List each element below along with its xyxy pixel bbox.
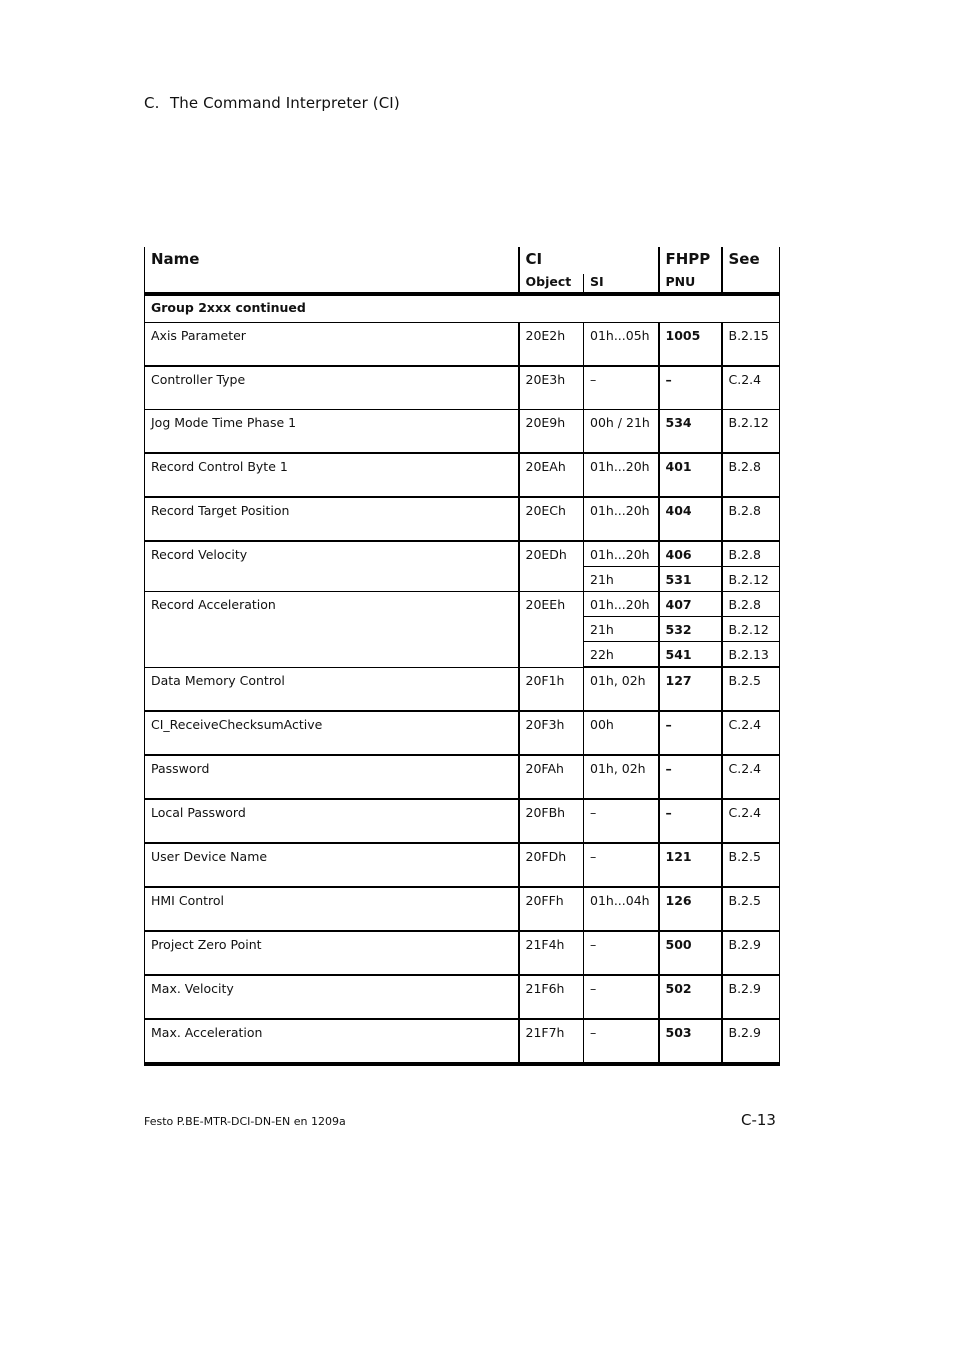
row-pnu: – [659,366,722,410]
row-object: 21F4h [519,931,584,975]
header-pnu: PNU [659,274,722,294]
row-name: Record Acceleration [145,592,519,668]
page-number: C-13 [741,1111,776,1129]
row-name: Data Memory Control [145,667,519,711]
row-pnu: 503 [659,1019,722,1064]
row-si: 01h, 02h [584,667,659,711]
row-see: B.2.5 [722,667,780,711]
header-name-sub [145,274,519,294]
row-object: 20FFh [519,887,584,931]
row-si: 22h [584,642,659,668]
row-pnu: 534 [659,410,722,454]
row-object: 20ECh [519,497,584,541]
row-si: – [584,1019,659,1064]
table-row [145,975,780,1019]
table-row [145,497,780,541]
row-name: User Device Name [145,843,519,887]
row-si: 01h...05h [584,323,659,367]
row-see: B.2.8 [722,453,780,497]
table-row [145,843,780,887]
row-pnu: 502 [659,975,722,1019]
row-object: 20E2h [519,323,584,367]
row-object: 20EDh [519,541,584,592]
row-name: Local Password [145,799,519,843]
row-name: Axis Parameter [145,323,519,367]
row-pnu: 127 [659,667,722,711]
row-name: Controller Type [145,366,519,410]
row-object: 20F3h [519,711,584,755]
row-see: B.2.12 [722,410,780,454]
header-name: Name [145,247,519,274]
table-row [145,887,780,931]
chapter-title: The Command Interpreter (CI) [170,94,400,112]
row-see: B.2.12 [722,567,780,592]
row-si: – [584,931,659,975]
row-pnu: 406 [659,541,722,567]
row-pnu: 126 [659,887,722,931]
row-name: Password [145,755,519,799]
row-si: 01h...20h [584,497,659,541]
row-name: HMI Control [145,887,519,931]
row-object: 21F7h [519,1019,584,1064]
header-object: Object [519,274,584,294]
footer-doc-id: Festo P.BE-MTR-DCI-DN-EN en 1209a [144,1115,346,1128]
row-see: B.2.13 [722,642,780,668]
row-si: 00h [584,711,659,755]
table-row [145,799,780,843]
row-name: Max. Velocity [145,975,519,1019]
row-object: 20EEh [519,592,584,668]
row-si: 01h, 02h [584,755,659,799]
row-see: B.2.5 [722,887,780,931]
row-si: 21h [584,617,659,642]
row-pnu: 404 [659,497,722,541]
header-ci: CI [519,247,659,274]
row-see: B.2.8 [722,541,780,567]
row-pnu: 401 [659,453,722,497]
row-pnu: – [659,799,722,843]
row-pnu: 407 [659,592,722,617]
table-row [145,366,780,410]
table-row [145,931,780,975]
row-si: 01h...20h [584,541,659,567]
row-see: C.2.4 [722,366,780,410]
row-name: Jog Mode Time Phase 1 [145,410,519,454]
row-pnu: 500 [659,931,722,975]
table-row [145,541,780,567]
table-row [145,453,780,497]
row-see: B.2.15 [722,323,780,367]
row-si: – [584,366,659,410]
row-si: 00h / 21h [584,410,659,454]
row-object: 20FBh [519,799,584,843]
row-pnu: – [659,711,722,755]
row-object: 21F6h [519,975,584,1019]
row-see: B.2.8 [722,592,780,617]
header-fhpp: FHPP [659,247,722,274]
row-see: B.2.9 [722,975,780,1019]
row-see: B.2.8 [722,497,780,541]
row-see: B.2.12 [722,617,780,642]
table-row [145,323,780,367]
row-see: B.2.9 [722,1019,780,1064]
row-see: C.2.4 [722,799,780,843]
row-pnu: 121 [659,843,722,887]
row-si: – [584,975,659,1019]
row-object: 20F1h [519,667,584,711]
row-object: 20EAh [519,453,584,497]
row-see: C.2.4 [722,711,780,755]
row-pnu: 532 [659,617,722,642]
row-name: Record Target Position [145,497,519,541]
chapter-number: C. [144,94,160,112]
row-see: B.2.9 [722,931,780,975]
row-si: 01h...20h [584,453,659,497]
ci-object-table [144,247,780,1066]
row-pnu: 531 [659,567,722,592]
row-object: 20E9h [519,410,584,454]
row-si: – [584,843,659,887]
row-si: 01h...04h [584,887,659,931]
running-head [144,94,400,112]
row-see: B.2.5 [722,843,780,887]
row-name: Record Control Byte 1 [145,453,519,497]
table-row [145,410,780,454]
row-pnu: 541 [659,642,722,668]
table-row [145,711,780,755]
row-name: Max. Acceleration [145,1019,519,1064]
table-row [145,592,780,617]
header-si: SI [584,274,659,294]
row-si: – [584,799,659,843]
row-object: 20FAh [519,755,584,799]
table-row [145,755,780,799]
row-object: 20E3h [519,366,584,410]
row-name: Project Zero Point [145,931,519,975]
row-pnu: – [659,755,722,799]
table-row [145,1019,780,1064]
group-label: Group 2xxx continued [145,294,780,323]
row-name: Record Velocity [145,541,519,592]
row-object: 20FDh [519,843,584,887]
header-see: See [722,247,780,294]
row-name: CI_ReceiveChecksumActive [145,711,519,755]
row-see: C.2.4 [722,755,780,799]
row-si: 21h [584,567,659,592]
row-si: 01h...20h [584,592,659,617]
table-row [145,667,780,711]
row-pnu: 1005 [659,323,722,367]
